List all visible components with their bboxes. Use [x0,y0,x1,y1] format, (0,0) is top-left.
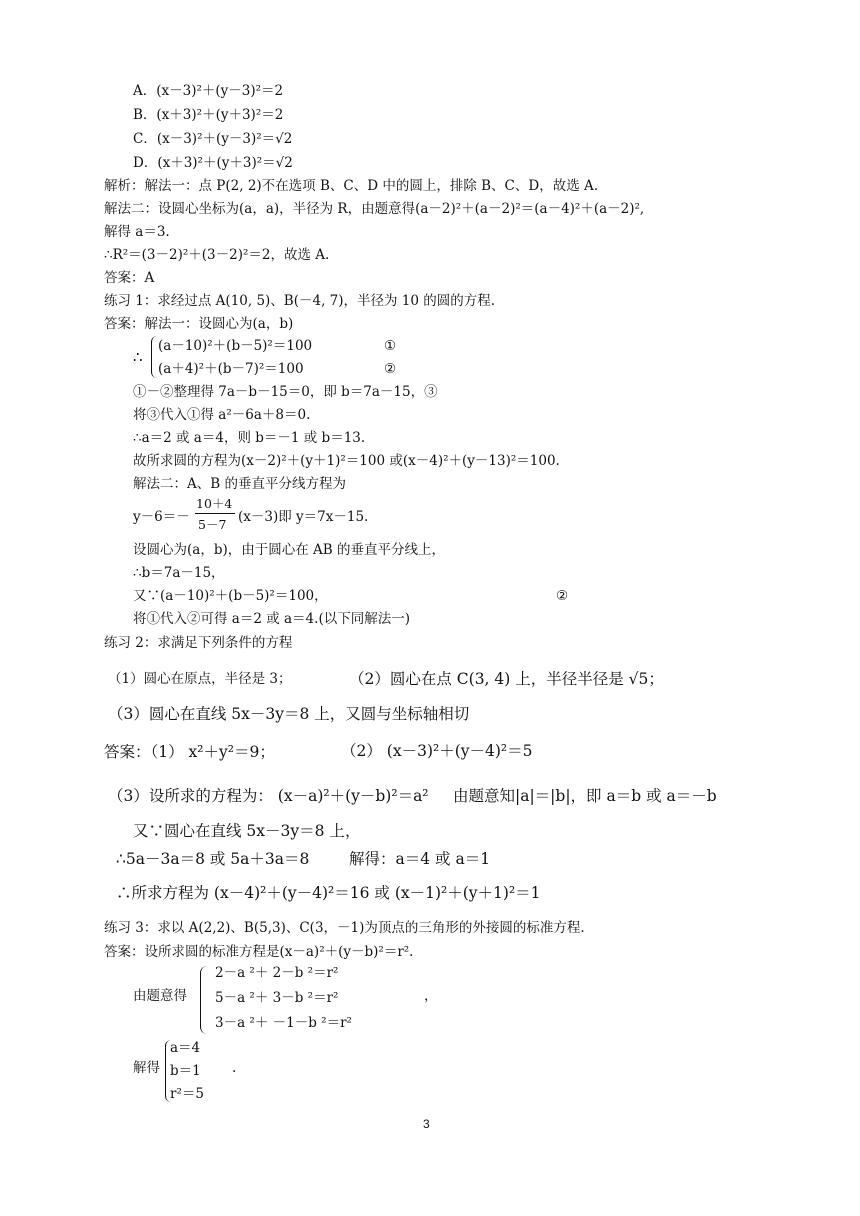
ex1-mark2: ② [384,361,397,377]
ex1-eq2: (a＋4)²＋(b－7)²＝100 [158,361,304,377]
ex1-line6: 设圆心为(a，b)，由于圆心在 AB 的垂直平分线上， [133,542,445,558]
ex2-answer3a: （3）设所求的方程为： (x－a)²＋(y－b)²＝a² [108,787,429,805]
ex3-question: 练习 3：求以 A(2,2)、B(5,3)、C(3，－1)为顶点的三角形的外接圆的标准方程. [104,920,585,936]
option-a: A．(x－3)²＋(y－3)²＝2 [133,83,284,99]
ex1-line9: 将①代入②可得 a＝2 或 a＝4.(以下同解法一) [133,611,410,627]
ex3-system1: 2－a ²＋ 2－b ²＝r² [215,965,339,981]
ex3-result3: r²＝5 [170,1086,204,1102]
ex2-condition2: （2）圆心在点 C(3, 4) 上，半径半径是 √5； [349,670,664,688]
ex1-answer-head: 答案：解法一：设圆心为(a，b) [104,316,294,332]
ex1-line1: ①－②整理得 7a－b－15＝0，即 b＝7a－15，③ [133,384,438,400]
analysis-answer: 答案：A [104,270,155,286]
ex1-line7: ∴b＝7a－15， [133,565,225,581]
ex3-system3: 3－a ²＋ －1－b ²＝r² [215,1015,352,1031]
ex2-answer2: （2） (x－3)²＋(y－4)²＝5 [341,742,533,760]
ex2-answer3c: 又∵圆心在直线 5x－3y＝8 上， [133,822,361,840]
ex2-condition1: （1）圆心在原点，半径是 3； [108,671,292,687]
ex3-comma: ， [424,988,438,1004]
ex2-answer3f: ∴所求方程为 (x－4)²＋(y－4)²＝16 或 (x－1)²＋(y＋1)²＝1 [116,884,541,902]
ex3-answer-head: 答案：设所求圆的标准方程是(x－a)²＋(y－b)²＝r². [104,944,414,960]
ex2-question: 练习 2：求满足下列条件的方程 [104,635,293,651]
ex2-answer3e: 解得：a＝4 或 a＝1 [349,850,491,868]
ex1-therefore: ∴ [133,348,143,366]
option-b: B．(x＋3)²＋(y＋3)²＝2 [133,107,284,123]
ex1-frac-bar [195,513,235,514]
ex1-line2: 将③代入①得 a²－6a＋8＝0. [133,407,311,423]
ex3-system2: 5－a ²＋ 3－b ²＝r² [215,990,339,1006]
ex2-answer1: 答案：（1） x²＋y²＝9； [104,743,275,761]
ex1-eq1: (a－10)²＋(b－5)²＝100 [158,338,313,354]
analysis-r2: ∴R²＝(3－2)²＋(3－2)²＝2，故选 A. [104,247,330,263]
analysis-method2: 解法二：设圆心坐标为(a，a)，半径为 R，由题意得(a－2)²＋(a－2)²＝(a－4)²＋(a－2)², [104,201,645,217]
ex1-frac-left: y－6＝－ [133,509,190,525]
ex2-answer3b: 由题意知|a|＝|b|，即 a＝b 或 a＝－b [453,787,717,805]
analysis-method1: 解析：解法一：点 P(2, 2)不在选项 B、C、D 中的圆上，排除 B、C、D，故选 A. [104,178,599,194]
ex1-line3: ∴a＝2 或 a＝4，则 b＝－1 或 b＝13. [133,430,366,446]
ex1-mark1: ① [384,338,397,354]
option-c: C．(x－3)²＋(y－3)²＝√2 [133,131,293,147]
ex3-given-brace [200,966,207,1034]
ex1-frac-denominator: 5－7 [198,517,227,532]
option-d: D．(x＋3)²＋(y＋3)²＝√2 [133,155,293,171]
ex3-given-label: 由题意得 [133,988,187,1004]
ex2-answer3d: ∴5a－3a＝8 或 5a＋3a＝8 [116,850,310,868]
ex1-question: 练习 1：求经过点 A(10, 5)、B(－4, 7)，半径为 10 的圆的方程. [104,293,496,309]
analysis-solve: 解得 a＝3. [104,224,170,240]
page-number: 3 [423,1117,430,1131]
ex1-line8: 又∵(a－10)²＋(b－5)²＝100， [133,588,328,604]
ex2-condition3: （3）圆心在直线 5x－3y＝8 上，又圆与坐标轴相切 [108,705,470,723]
ex1-frac-right: (x－3)即 y＝7x－15. [238,509,369,525]
ex1-system-brace [151,336,157,378]
ex1-frac-numerator: 10＋4 [196,496,233,511]
ex3-solved-label: 解得 [133,1060,160,1076]
ex3-result1: a＝4 [170,1040,201,1056]
ex3-dot: . [232,1060,237,1076]
ex1-line4: 故所求圆的方程为(x－2)²＋(y＋1)²＝100 或(x－4)²＋(y－13)²＝100. [133,453,560,469]
ex1-line5: 解法二：A、B 的垂直平分线方程为 [133,476,346,492]
ex1-line8-mark: ② [556,588,569,604]
ex3-result2: b＝1 [170,1063,201,1079]
